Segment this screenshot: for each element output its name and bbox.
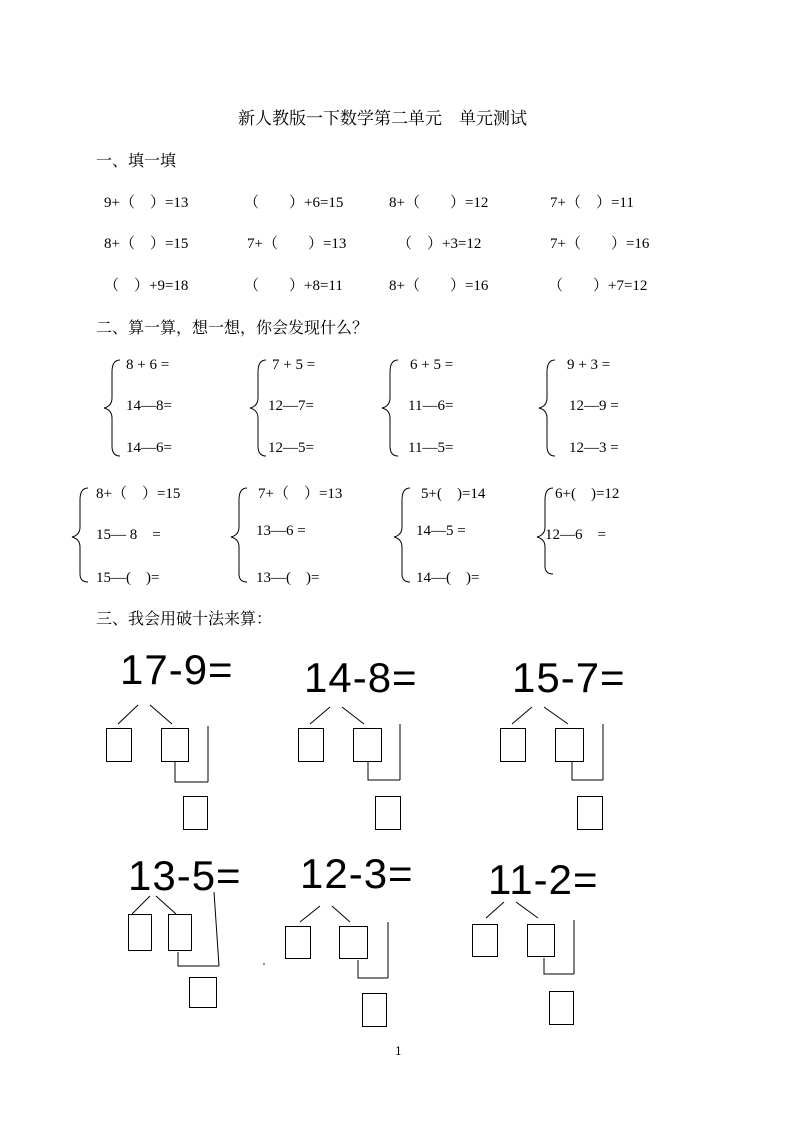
calc-item: 8 + 6 = — [126, 357, 170, 373]
answer-box[interactable] — [106, 728, 132, 762]
fill-blank-item: 8+（ ）=16 — [389, 278, 489, 294]
page-number: 1 — [395, 1045, 402, 1058]
calc-item: 12—3 = — [569, 440, 619, 456]
answer-box[interactable] — [362, 993, 387, 1027]
equation-problem: 17-9= — [120, 646, 234, 693]
answer-box[interactable] — [128, 914, 152, 951]
brace-shape — [539, 360, 555, 456]
equation-problem: 11-2= — [488, 856, 599, 903]
answer-box[interactable] — [555, 728, 584, 762]
calc-item: 12—5= — [268, 440, 314, 456]
brace-shape — [72, 488, 88, 582]
fill-blank-item: 9+（ ）=13 — [104, 195, 189, 211]
calc-item: 5+( )=14 — [421, 486, 486, 502]
calc-item: 14—6= — [126, 440, 172, 456]
calc-item: 14—5 = — [416, 523, 466, 539]
calc-item: 11—5= — [408, 440, 454, 456]
fill-blank-item: 8+（ ）=15 — [104, 236, 189, 252]
calc-item: 13—6 = — [256, 523, 306, 539]
calc-item: 13—( )= — [256, 570, 320, 586]
calc-item: 15—( )= — [96, 570, 160, 586]
calc-item: 12—7= — [268, 398, 314, 414]
answer-box[interactable] — [500, 728, 526, 762]
fill-blank-item: （ ）+8=11 — [244, 278, 343, 294]
brace-shape — [382, 360, 398, 456]
fill-blank-item: 7+（ ）=11 — [550, 195, 634, 211]
answer-box[interactable] — [183, 796, 208, 830]
calc-item: 15— 8 = — [96, 527, 161, 543]
answer-box[interactable] — [549, 991, 574, 1025]
answer-box[interactable] — [339, 926, 368, 959]
equation-problem: 13-5= — [128, 852, 242, 899]
calc-item: 7+（ ）=13 — [258, 486, 343, 502]
calc-item: 11—6= — [408, 398, 454, 414]
calc-item: 6 + 5 = — [410, 357, 454, 373]
fill-blank-item: （ ）+3=12 — [397, 236, 482, 252]
fill-blank-item: 7+（ ）=16 — [550, 236, 650, 252]
equation-problem: 14-8= — [304, 654, 418, 701]
fill-blank-item: （ ）+7=12 — [548, 278, 648, 294]
brace-shape — [250, 360, 266, 456]
answer-box[interactable] — [577, 796, 603, 830]
calc-item: 6+( )=12 — [555, 486, 620, 502]
calc-item: 9 + 3 = — [567, 357, 611, 373]
calc-item: 7 + 5 = — [272, 357, 316, 373]
answer-box[interactable] — [353, 728, 382, 762]
brace-shape — [394, 488, 410, 582]
calc-item: 12—6 = — [545, 527, 606, 543]
brace-shape — [537, 488, 553, 574]
brace-shape — [231, 488, 247, 582]
calc-item: 12—9 = — [569, 398, 619, 414]
calc-item: 14—8= — [126, 398, 172, 414]
brace-shape — [104, 360, 120, 456]
calc-item: 8+（ ）=15 — [96, 486, 181, 502]
calc-item: 14—( )= — [416, 570, 480, 586]
fill-blank-item: （ ）+6=15 — [244, 195, 344, 211]
answer-box[interactable] — [161, 728, 189, 762]
answer-box[interactable] — [527, 924, 555, 957]
fill-blank-item: 8+（ ）=12 — [389, 195, 489, 211]
answer-box[interactable] — [375, 796, 401, 830]
equation-problem: 15-7= — [512, 654, 626, 701]
stray-dot — [263, 963, 265, 965]
answer-box[interactable] — [285, 926, 311, 959]
section-1-heading: 一、填一填 — [96, 151, 177, 170]
section-2-heading: 二、算一算，想一想，你会发现什么？ — [96, 318, 369, 337]
answer-box[interactable] — [168, 914, 192, 951]
section-3-heading: 三、我会用破十法来算： — [96, 609, 273, 628]
page-title: 新人教版一下数学第二单元 单元测试 — [238, 109, 527, 129]
fill-blank-item: （ ）+9=18 — [104, 278, 189, 294]
answer-box[interactable] — [298, 728, 324, 762]
answer-box[interactable] — [472, 924, 498, 957]
fill-blank-item: 7+（ ）=13 — [247, 236, 347, 252]
answer-box[interactable] — [189, 977, 217, 1008]
equation-problem: 12-3= — [300, 850, 414, 897]
